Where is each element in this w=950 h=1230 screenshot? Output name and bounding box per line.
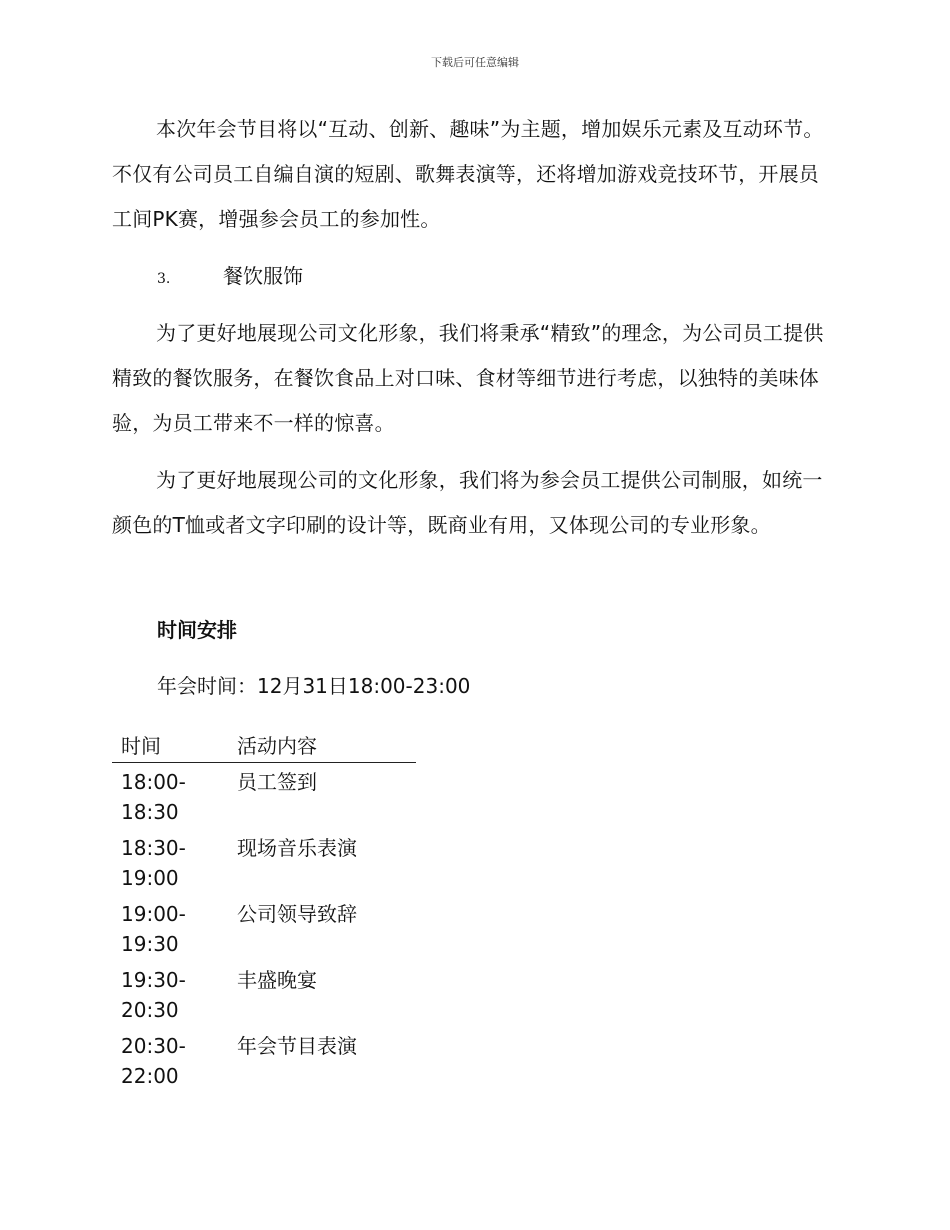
time-start: 18:30-	[121, 836, 186, 860]
time-end: 18:30	[121, 800, 179, 824]
paragraph-attire: 为了更好地展现公司的文化形象，我们将为参会员工提供公司制服，如统一颜色的T恤或者文字印刷的设计等，既商业有用，又体现公司的专业形象。	[112, 468, 823, 537]
time-cell	[112, 763, 228, 830]
column-header-activity: 活动内容	[228, 728, 416, 763]
table-row	[112, 829, 416, 895]
time-end: 19:30	[121, 932, 179, 956]
table-row	[112, 895, 416, 961]
paragraph-catering: 为了更好地展现公司文化形象，我们将秉承“精致”的理念，为公司员工提供精致的餐饮服务，在餐饮食品上对口味、食材等细节进行考虑，以独特的美味体验，为员工带来不一样的惊喜。	[112, 321, 824, 435]
list-item-catering-attire	[157, 258, 303, 297]
meeting-time: 年会时间：12月31日18:00-23:00	[157, 674, 471, 698]
column-header-time: 时间	[112, 728, 228, 763]
table-row	[112, 763, 416, 830]
time-start: 19:30-	[121, 968, 186, 992]
page-header: 下载后可任意编辑	[431, 56, 519, 69]
time-start: 20:30-	[121, 1034, 186, 1058]
table-header-row	[112, 728, 416, 763]
time-cell	[112, 1027, 228, 1093]
activity-cell: 公司领导致辞	[237, 902, 357, 926]
activity-cell: 丰盛晚宴	[237, 968, 317, 992]
time-end: 22:00	[121, 1064, 179, 1088]
activity-cell: 现场音乐表演	[237, 836, 357, 860]
table-row	[112, 1027, 416, 1093]
activity-cell: 年会节目表演	[237, 1034, 357, 1058]
table-row	[112, 961, 416, 1027]
time-cell	[112, 961, 228, 1027]
schedule-table	[112, 728, 416, 1093]
time-cell	[112, 829, 228, 895]
activity-cell: 员工签到	[237, 770, 317, 794]
time-start: 19:00-	[121, 902, 186, 926]
list-number: 3.	[157, 271, 171, 287]
time-end: 19:00	[121, 866, 179, 890]
paragraph-program-theme: 本次年会节目将以“互动、创新、趣味”为主题，增加娱乐元素及互动环节。不仅有公司员工自编自演的短剧、歌舞表演等，还将增加游戏竞技环节，开展员工间PK赛，增强参会员工的参加性。	[112, 117, 824, 231]
time-start: 18:00-	[121, 770, 186, 794]
section-title-schedule: 时间安排	[157, 618, 237, 642]
time-end: 20:30	[121, 998, 179, 1022]
time-cell	[112, 895, 228, 961]
list-label: 餐饮服饰	[223, 264, 303, 288]
